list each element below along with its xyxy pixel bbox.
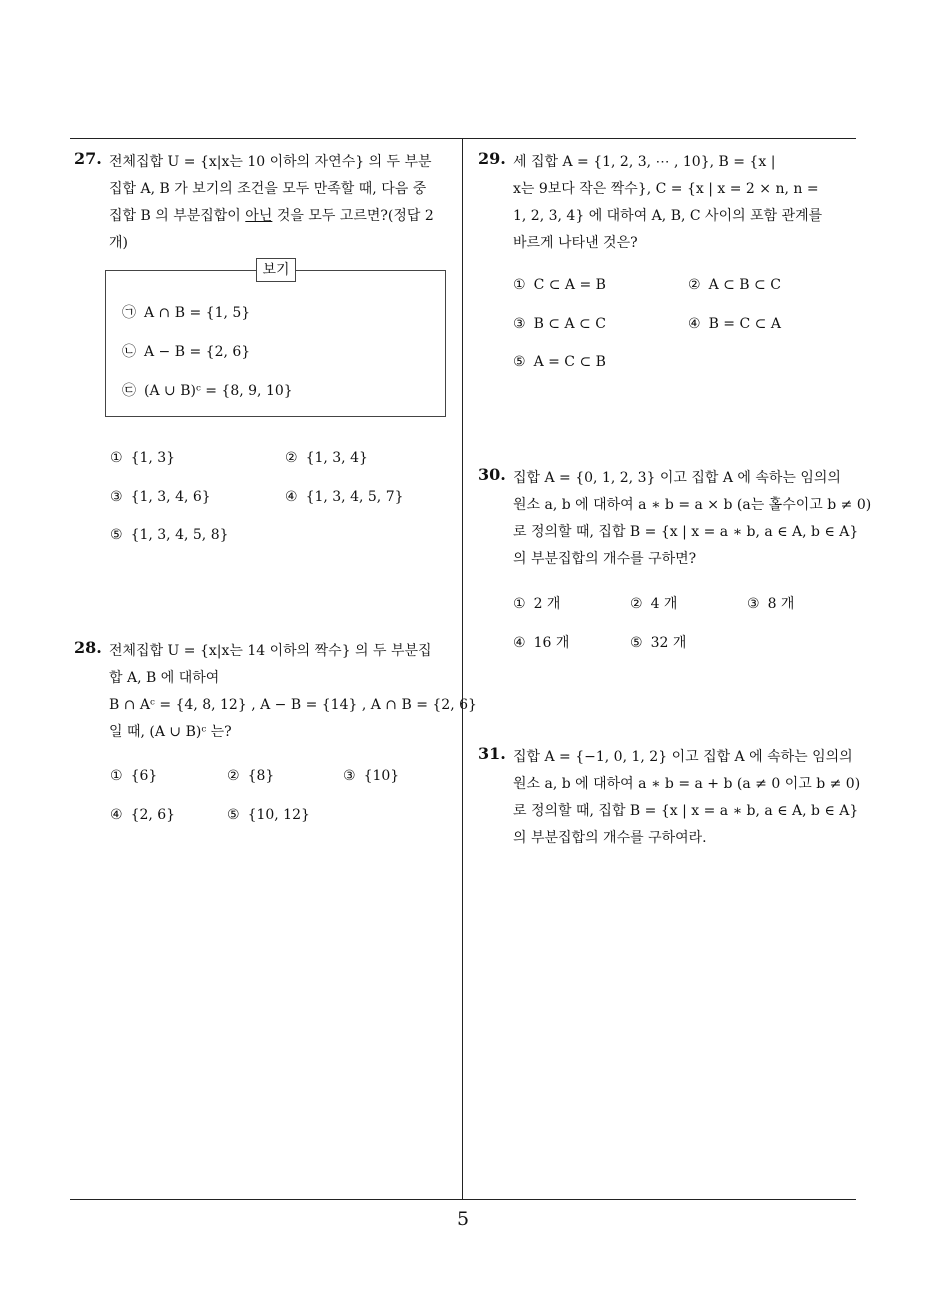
choice-2[interactable]: ② {1, 3, 4}: [285, 450, 368, 466]
question-line: 의 부분집합의 개수를 구하면?: [513, 551, 697, 567]
choice-4[interactable]: ④ B = C ⊂ A: [688, 316, 781, 332]
choice-2[interactable]: ② A ⊂ B ⊂ C: [688, 277, 781, 293]
question-line: 집합 B 의 부분집합이 아닌 것을 모두 고르면?(정답 2: [109, 208, 434, 224]
question-number: 31.: [478, 744, 506, 763]
choice-1[interactable]: ① {6}: [110, 768, 158, 784]
choice-5[interactable]: ⑤ A = C ⊂ B: [513, 354, 606, 370]
underlined-word: 아닌: [245, 208, 273, 224]
choice-5[interactable]: ⑤ {1, 3, 4, 5, 8}: [110, 527, 229, 543]
choice-1[interactable]: ① 2 개: [513, 596, 561, 612]
question-28: [74, 638, 477, 748]
question-number: 29.: [478, 149, 506, 168]
top-rule: [70, 138, 856, 139]
item-mark: ㉢: [122, 383, 136, 399]
question-number: 28.: [74, 638, 102, 657]
choice-4[interactable]: ④ {1, 3, 4, 5, 7}: [285, 489, 404, 505]
example-item: ㉡ A − B = {2, 6}: [122, 344, 251, 360]
question-text: [109, 638, 477, 746]
question-line: B ∩ Aᶜ = {4, 8, 12} , A − B = {14} , A ∩ B = {2, 6}: [109, 697, 477, 713]
question-number: 27.: [74, 149, 102, 168]
page-number: 5: [456, 1208, 470, 1230]
choice-1[interactable]: ① C ⊂ A = B: [513, 277, 606, 293]
question-31: [478, 744, 863, 854]
example-box-title: 보기: [256, 258, 296, 282]
question-text: [109, 149, 434, 257]
example-item: ㉢ (A ∪ B)ᶜ = {8, 9, 10}: [122, 383, 293, 399]
question-27: [74, 149, 459, 259]
choice-3[interactable]: ③ B ⊂ A ⊂ C: [513, 316, 606, 332]
question-line: x는 9보다 작은 짝수}, C = {x | x = 2 × n, n =: [513, 181, 819, 197]
question-line: 로 정의할 때, 집합 B = {x | x = a ∗ b, a ∈ A, b ∈ A}: [513, 803, 859, 819]
choice-5[interactable]: ⑤ 32 개: [630, 635, 687, 651]
choice-3[interactable]: ③ 8 개: [747, 596, 795, 612]
question-line: 원소 a, b 에 대하여 a ∗ b = a × b (a는 홀수이고 b ≠ 0): [513, 497, 872, 513]
question-line: 집합 A = {−1, 0, 1, 2} 이고 집합 A 에 속하는 임의의: [513, 749, 853, 765]
question-line: 집합 A = {0, 1, 2, 3} 이고 집합 A 에 속하는 임의의: [513, 470, 841, 486]
question-line: 1, 2, 3, 4} 에 대하여 A, B, C 사이의 포함 관계를: [513, 208, 823, 224]
item-mark: ㉠: [122, 305, 136, 321]
question-line: 합 A, B 에 대하여: [109, 670, 220, 686]
question-line: 집합 A, B 가 보기의 조건을 모두 만족할 때, 다음 중: [109, 181, 427, 197]
choice-4[interactable]: ④ {2, 6}: [110, 807, 176, 823]
question-line: 로 정의할 때, 집합 B = {x | x = a ∗ b, a ∈ A, b ∈ A}: [513, 524, 859, 540]
question-number: 30.: [478, 465, 506, 484]
question-line: 전체집합 U = {x|x는 10 이하의 자연수} 의 두 부분: [109, 154, 432, 170]
question-line: 의 부분집합의 개수를 구하여라.: [513, 830, 707, 846]
choice-3[interactable]: ③ {10}: [343, 768, 400, 784]
choice-5[interactable]: ⑤ {10, 12}: [227, 807, 310, 823]
bottom-rule: [70, 1199, 856, 1200]
question-30: [478, 465, 872, 575]
question-line: 바르게 나타낸 것은?: [513, 235, 638, 251]
question-text: [513, 149, 822, 257]
question-line: 세 집합 A = {1, 2, 3, ⋯ , 10}, B = {x |: [513, 154, 776, 170]
choice-2[interactable]: ② {8}: [227, 768, 275, 784]
example-item: ㉠ A ∩ B = {1, 5}: [122, 305, 251, 321]
question-29: [478, 149, 863, 259]
question-line: 전체집합 U = {x|x는 14 이하의 짝수} 의 두 부분집: [109, 643, 432, 659]
item-mark: ㉡: [122, 344, 136, 360]
choice-4[interactable]: ④ 16 개: [513, 635, 570, 651]
question-line: 원소 a, b 에 대하여 a ∗ b = a + b (a ≠ 0 이고 b ≠ 0): [513, 776, 861, 792]
question-text: [513, 465, 871, 573]
question-text: [513, 744, 860, 852]
choice-1[interactable]: ① {1, 3}: [110, 450, 176, 466]
question-line: 일 때, (A ∪ B)ᶜ 는?: [109, 724, 232, 740]
choice-2[interactable]: ② 4 개: [630, 596, 678, 612]
choice-3[interactable]: ③ {1, 3, 4, 6}: [110, 489, 211, 505]
question-line: 개): [109, 235, 128, 251]
